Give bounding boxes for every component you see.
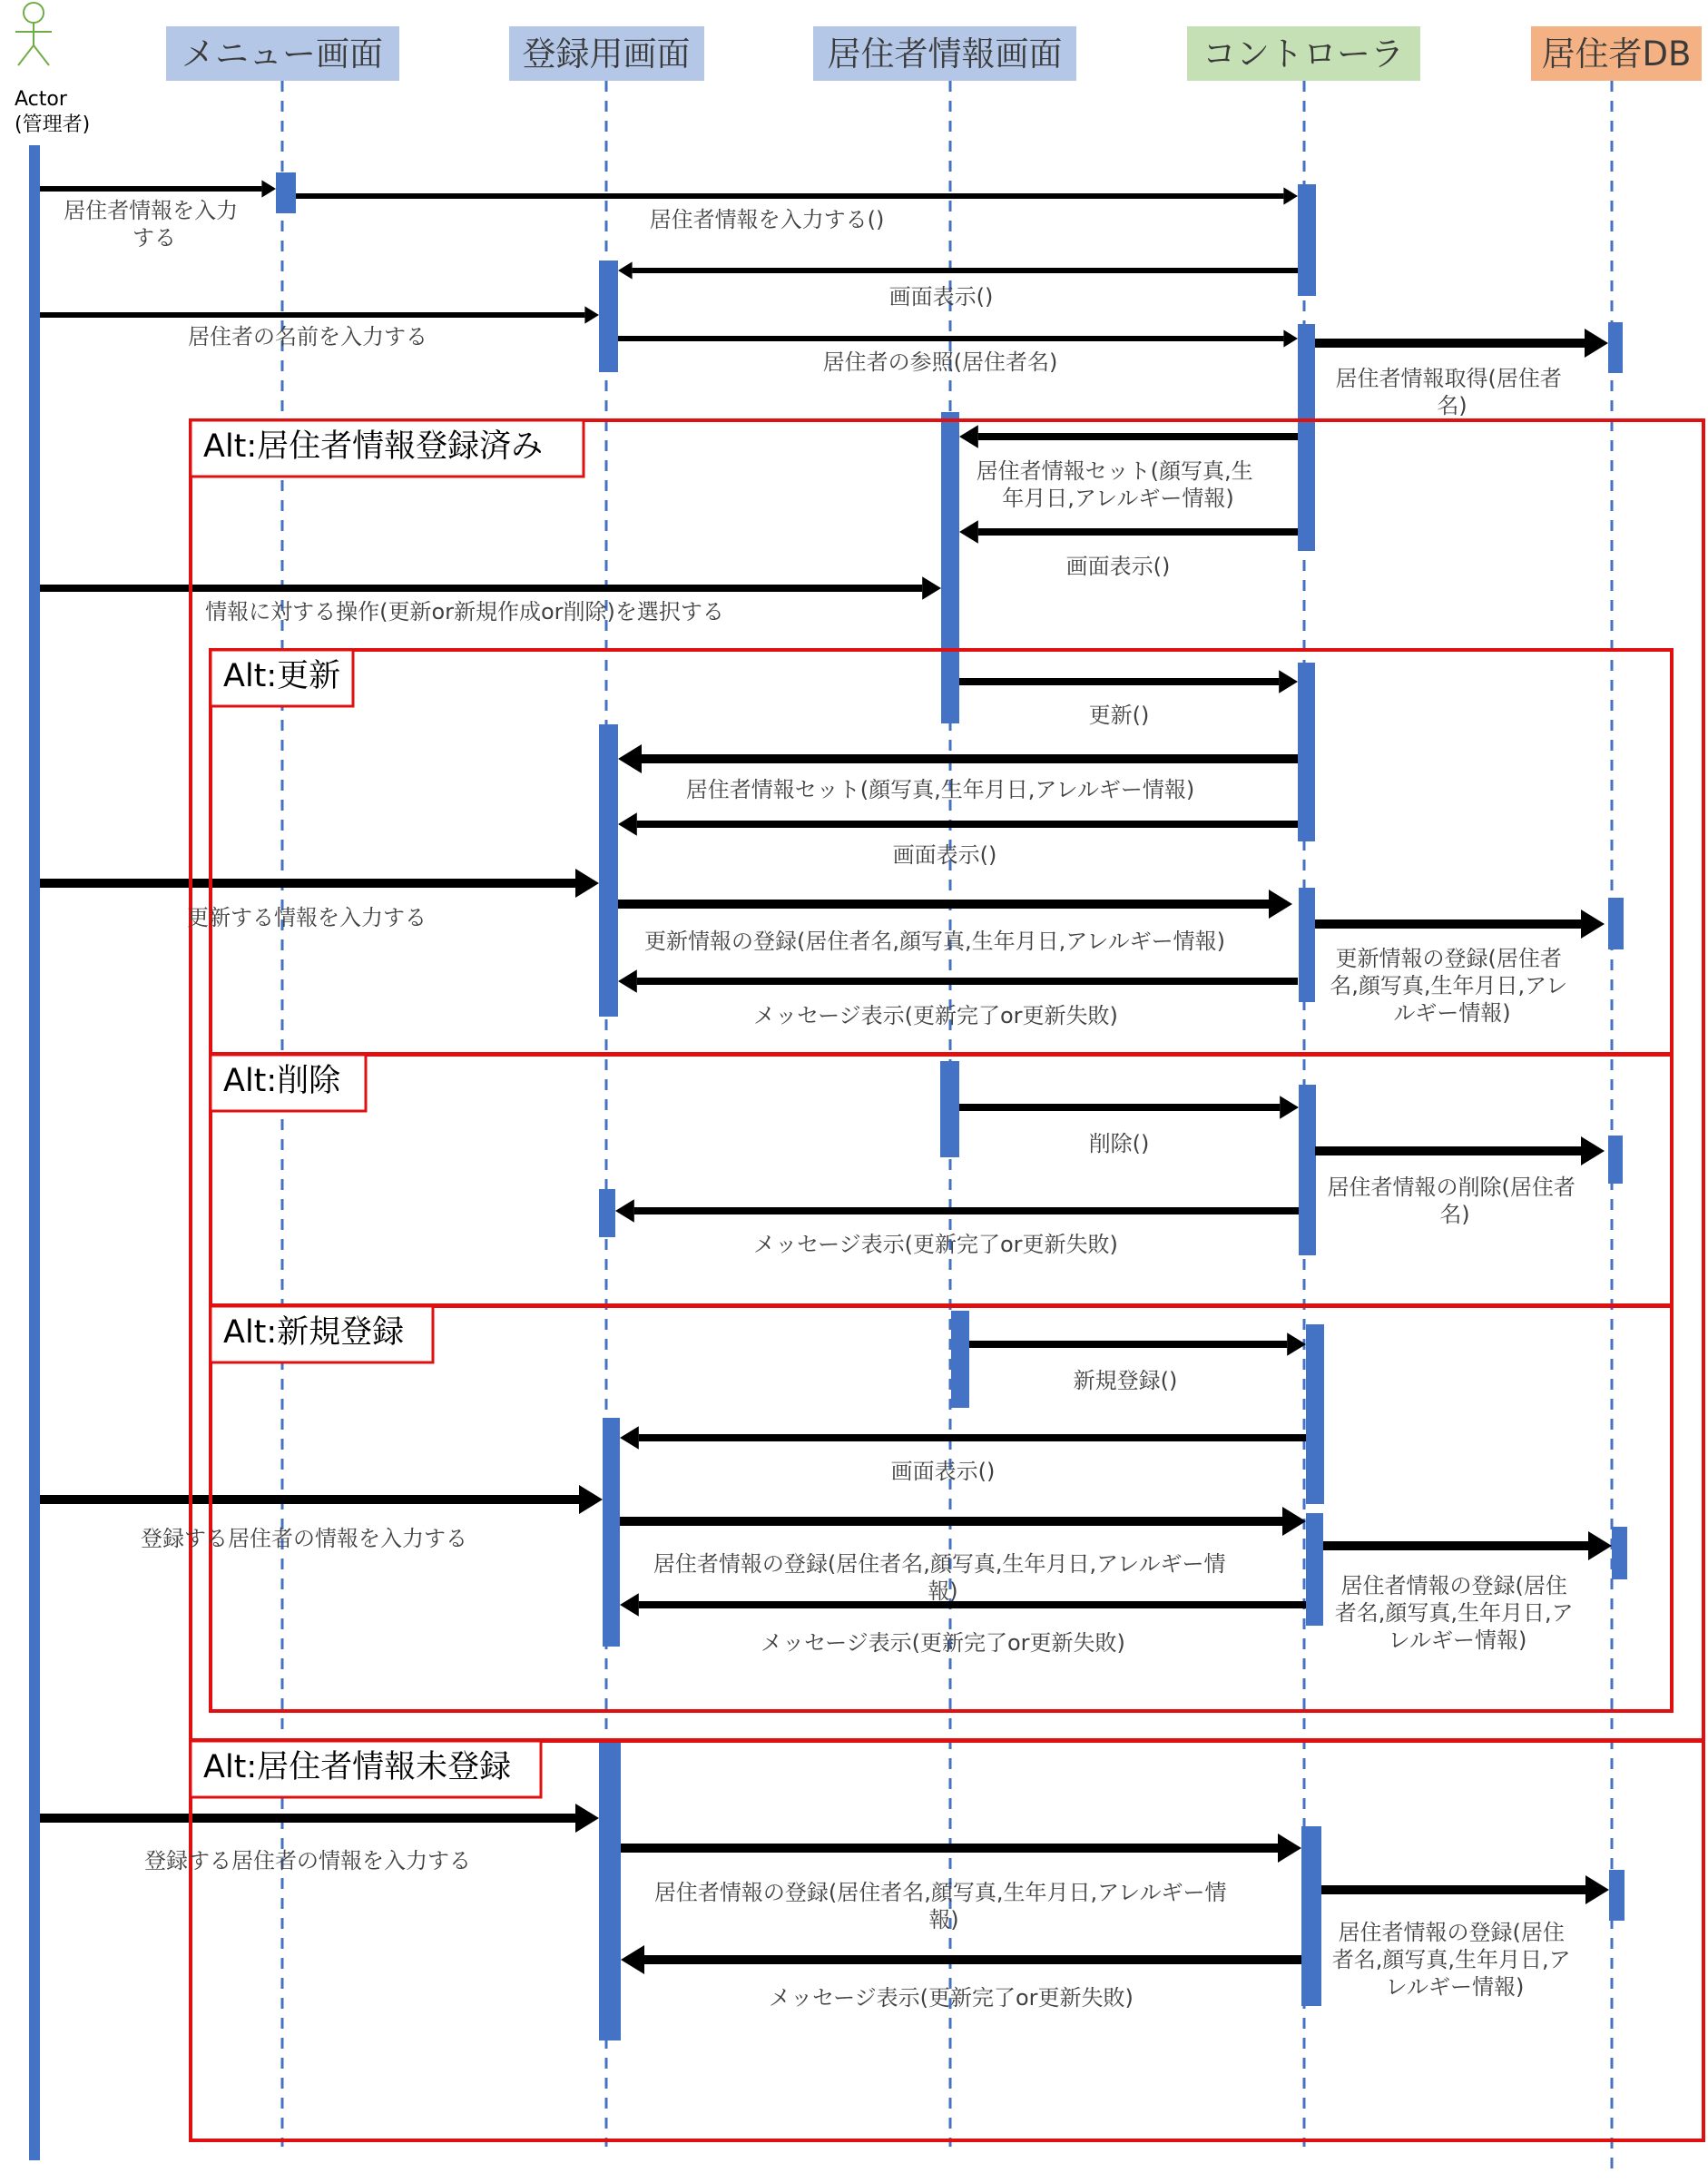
- activation-bar: [1306, 1324, 1324, 1504]
- activation-bar: [1608, 322, 1623, 373]
- arrowhead-r2: [1278, 1834, 1301, 1863]
- activation-bar: [1299, 888, 1315, 1002]
- arrowhead-r1: [575, 1804, 599, 1833]
- arrowhead-m4: [584, 306, 599, 323]
- lifeline-header-controller-label: コントローラ: [1202, 34, 1404, 74]
- msg-label-m6: [1335, 366, 1568, 418]
- arrowhead-u4: [575, 869, 599, 898]
- msg-label-u5: [644, 929, 1225, 954]
- arrowhead-d3: [615, 1199, 634, 1223]
- msg-label-m1: [64, 198, 245, 251]
- arrowhead-n4: [1282, 1507, 1306, 1536]
- msg-label-n5: [1335, 1573, 1581, 1653]
- arrowhead-m1: [261, 180, 276, 197]
- activation-bar: [603, 1418, 620, 1647]
- msg-line: 更新情報の登録(居住者: [1335, 946, 1562, 971]
- activation-bar: [941, 412, 959, 723]
- arrowhead-u5: [1269, 890, 1292, 919]
- msg-label-d1: [1089, 1131, 1150, 1156]
- msg-label-r3: [1332, 1920, 1578, 2000]
- actor-icon: [15, 3, 52, 65]
- msg-label-u7: [753, 1003, 1118, 1028]
- arrowhead-u7: [618, 969, 637, 993]
- actor-leg-right: [34, 45, 49, 65]
- lifeline-header-db-label: 居住者DB: [1541, 34, 1692, 74]
- msg-label-u6: [1330, 946, 1575, 1026]
- arrowhead-n5: [1588, 1531, 1612, 1560]
- msg-line: レルギー情報): [1385, 1974, 1525, 2000]
- lifeline-header-db: [1531, 26, 1702, 81]
- msg-label-m2: [650, 207, 885, 232]
- lifeline-header-info-label: 居住者情報画面: [827, 34, 1063, 74]
- msg-label-n4: [653, 1551, 1232, 1604]
- msg-label-n3: [141, 1526, 467, 1551]
- msg-label-n2: [891, 1459, 996, 1484]
- lifeline-header-register: [509, 26, 704, 81]
- msg-line: 居住者情報の登録(居住: [1340, 1573, 1567, 1598]
- lifeline-header-info: [813, 26, 1076, 81]
- msg-line: する: [133, 225, 176, 251]
- msg-line: 居住者情報取得(居住者: [1335, 366, 1562, 391]
- msg-line: 居住者情報セット(顔写真,生: [976, 458, 1253, 484]
- arrowhead-n1: [1287, 1332, 1306, 1356]
- msg-label-u2: [686, 777, 1194, 802]
- actor-role: (管理者): [15, 113, 91, 136]
- msg-line: 報): [928, 1578, 958, 1604]
- msg-line: 更新する情報を入力する: [187, 905, 427, 930]
- msg-label-n1: [1074, 1368, 1178, 1393]
- msg-line: 画面表示(): [890, 1459, 996, 1484]
- msg-label-m4: [188, 324, 427, 349]
- activation-bar: [599, 1189, 615, 1237]
- activation-bar: [1299, 1085, 1316, 1255]
- arrowhead-m3: [618, 261, 633, 279]
- arrowhead-m6: [1585, 329, 1608, 358]
- msg-label-r4: [769, 1985, 1134, 2011]
- msg-line: 削除(): [1088, 1131, 1150, 1156]
- alt-label-update: Alt:更新: [223, 658, 341, 694]
- msg-line: 画面表示(): [888, 284, 994, 310]
- actor-leg-left: [18, 45, 34, 65]
- alt-label-delete: Alt:削除: [223, 1063, 341, 1099]
- msg-label-m9: [205, 599, 724, 624]
- actor-head: [24, 3, 44, 23]
- lifeline-header-menu: [166, 26, 399, 81]
- arrowhead-u6: [1581, 910, 1605, 939]
- msg-line: 名): [1437, 393, 1468, 418]
- lifeline-header-register-label: 登録用画面: [522, 34, 691, 74]
- activation-bar: [1609, 1870, 1625, 1921]
- msg-label-m8: [1066, 554, 1171, 579]
- activation-bar: [1608, 1136, 1623, 1184]
- alt-label-registered: Alt:居住者情報登録済み: [203, 428, 544, 465]
- msg-line: 登録する居住者の情報を入力する: [144, 1848, 471, 1873]
- arrowhead-n6: [620, 1593, 639, 1617]
- msg-line: メッセージ表示(更新完了or更新失敗): [753, 1003, 1118, 1028]
- msg-line: 更新(): [1088, 703, 1150, 728]
- activation-bar: [276, 172, 296, 213]
- activation-bar: [1612, 1527, 1627, 1579]
- msg-label-u4: [187, 905, 427, 930]
- activation-bar: [1298, 324, 1315, 551]
- msg-label-m3: [889, 284, 994, 310]
- msg-line: 登録する居住者の情報を入力する: [141, 1526, 467, 1551]
- msg-label-r2: [654, 1880, 1233, 1932]
- msg-line: 年月日,アレルギー情報): [1002, 486, 1234, 511]
- arrowhead-m9: [922, 576, 941, 600]
- msg-line: 情報に対する操作(更新or新規作成or削除)を選択する: [205, 599, 724, 624]
- arrowhead-m5: [1283, 329, 1298, 347]
- msg-label-d2: [1327, 1175, 1582, 1227]
- msg-line: メッセージ表示(更新完了or更新失敗): [761, 1630, 1125, 1656]
- msg-line: 新規登録(): [1073, 1368, 1178, 1393]
- activation-bar: [1298, 663, 1315, 841]
- msg-line: 居住者情報の登録(居住者名,顔写真,生年月日,アレルギー情: [653, 1551, 1226, 1577]
- msg-label-u1: [1089, 703, 1150, 728]
- arrowhead-m2: [1283, 187, 1298, 204]
- lifeline-header-controller: [1187, 26, 1420, 81]
- arrowhead-u2: [618, 744, 642, 773]
- msg-line: 更新情報の登録(居住者名,顔写真,生年月日,アレルギー情報): [643, 929, 1226, 954]
- msg-label-m5: [823, 349, 1058, 375]
- msg-line: 画面表示(): [892, 842, 997, 868]
- msg-line: 居住者情報の登録(居住者名,顔写真,生年月日,アレルギー情: [653, 1880, 1227, 1905]
- activation-bar: [599, 261, 618, 372]
- actor-name: Actor: [15, 88, 67, 111]
- arrowhead-m8: [959, 520, 978, 544]
- msg-line: 居住者情報セット(顔写真,生年月日,アレルギー情報): [685, 777, 1195, 802]
- alt-label-new: Alt:新規登録: [223, 1314, 405, 1351]
- msg-line: メッセージ表示(更新完了or更新失敗): [769, 1985, 1134, 2011]
- msg-line: ルギー情報): [1393, 1000, 1511, 1026]
- msg-label-d3: [753, 1232, 1118, 1257]
- msg-line: 名): [1439, 1202, 1470, 1227]
- msg-line: 画面表示(): [1065, 554, 1171, 579]
- activation-bar: [1608, 898, 1624, 949]
- activation-bar: [599, 724, 618, 1017]
- activation-bar: [599, 1741, 621, 2040]
- msg-label-n6: [761, 1630, 1125, 1656]
- msg-line: 居住者情報を入力する(): [649, 207, 885, 232]
- arrowhead-m7: [959, 425, 978, 448]
- msg-label-m7: [977, 458, 1261, 511]
- activation-bar: [951, 1311, 969, 1408]
- activation-bar: [1301, 1826, 1321, 2006]
- msg-line: 名,顔写真,生年月日,アレ: [1330, 973, 1568, 998]
- msg-line: 居住者情報の削除(居住者: [1327, 1175, 1575, 1200]
- arrowhead-u3: [618, 812, 637, 836]
- msg-line: 者名,顔写真,生年月日,ア: [1331, 1947, 1571, 1972]
- arrowhead-n3: [579, 1485, 603, 1514]
- activation-bar-actor: [29, 145, 40, 2160]
- msg-line: 者名,顔写真,生年月日,ア: [1334, 1600, 1574, 1626]
- msg-line: 居住者の参照(居住者名): [822, 349, 1058, 375]
- arrowhead-d1: [1280, 1096, 1299, 1119]
- arrowhead-n2: [620, 1426, 639, 1450]
- msg-label-u3: [893, 842, 997, 868]
- msg-line: レルギー情報): [1388, 1627, 1527, 1653]
- msg-line: 居住者の名前を入力する: [188, 324, 427, 349]
- msg-line: メッセージ表示(更新完了or更新失敗): [753, 1232, 1118, 1257]
- alt-label-unregistered: Alt:居住者情報未登録: [203, 1749, 512, 1785]
- msg-line: 報): [928, 1907, 959, 1932]
- arrowhead-r3: [1585, 1875, 1609, 1904]
- msg-label-r1: [144, 1848, 471, 1873]
- msg-line: 居住者情報を入力: [64, 198, 239, 223]
- msg-line: 居住者情報の登録(居住: [1338, 1920, 1565, 1945]
- lifeline-header-menu-label: メニュー画面: [182, 34, 383, 74]
- activation-bar: [940, 1061, 959, 1157]
- arrowhead-u1: [1279, 670, 1298, 693]
- arrowhead-d2: [1581, 1136, 1605, 1165]
- arrowhead-r4: [621, 1945, 644, 1974]
- activation-bar: [1298, 184, 1316, 296]
- activation-bar: [1306, 1513, 1323, 1626]
